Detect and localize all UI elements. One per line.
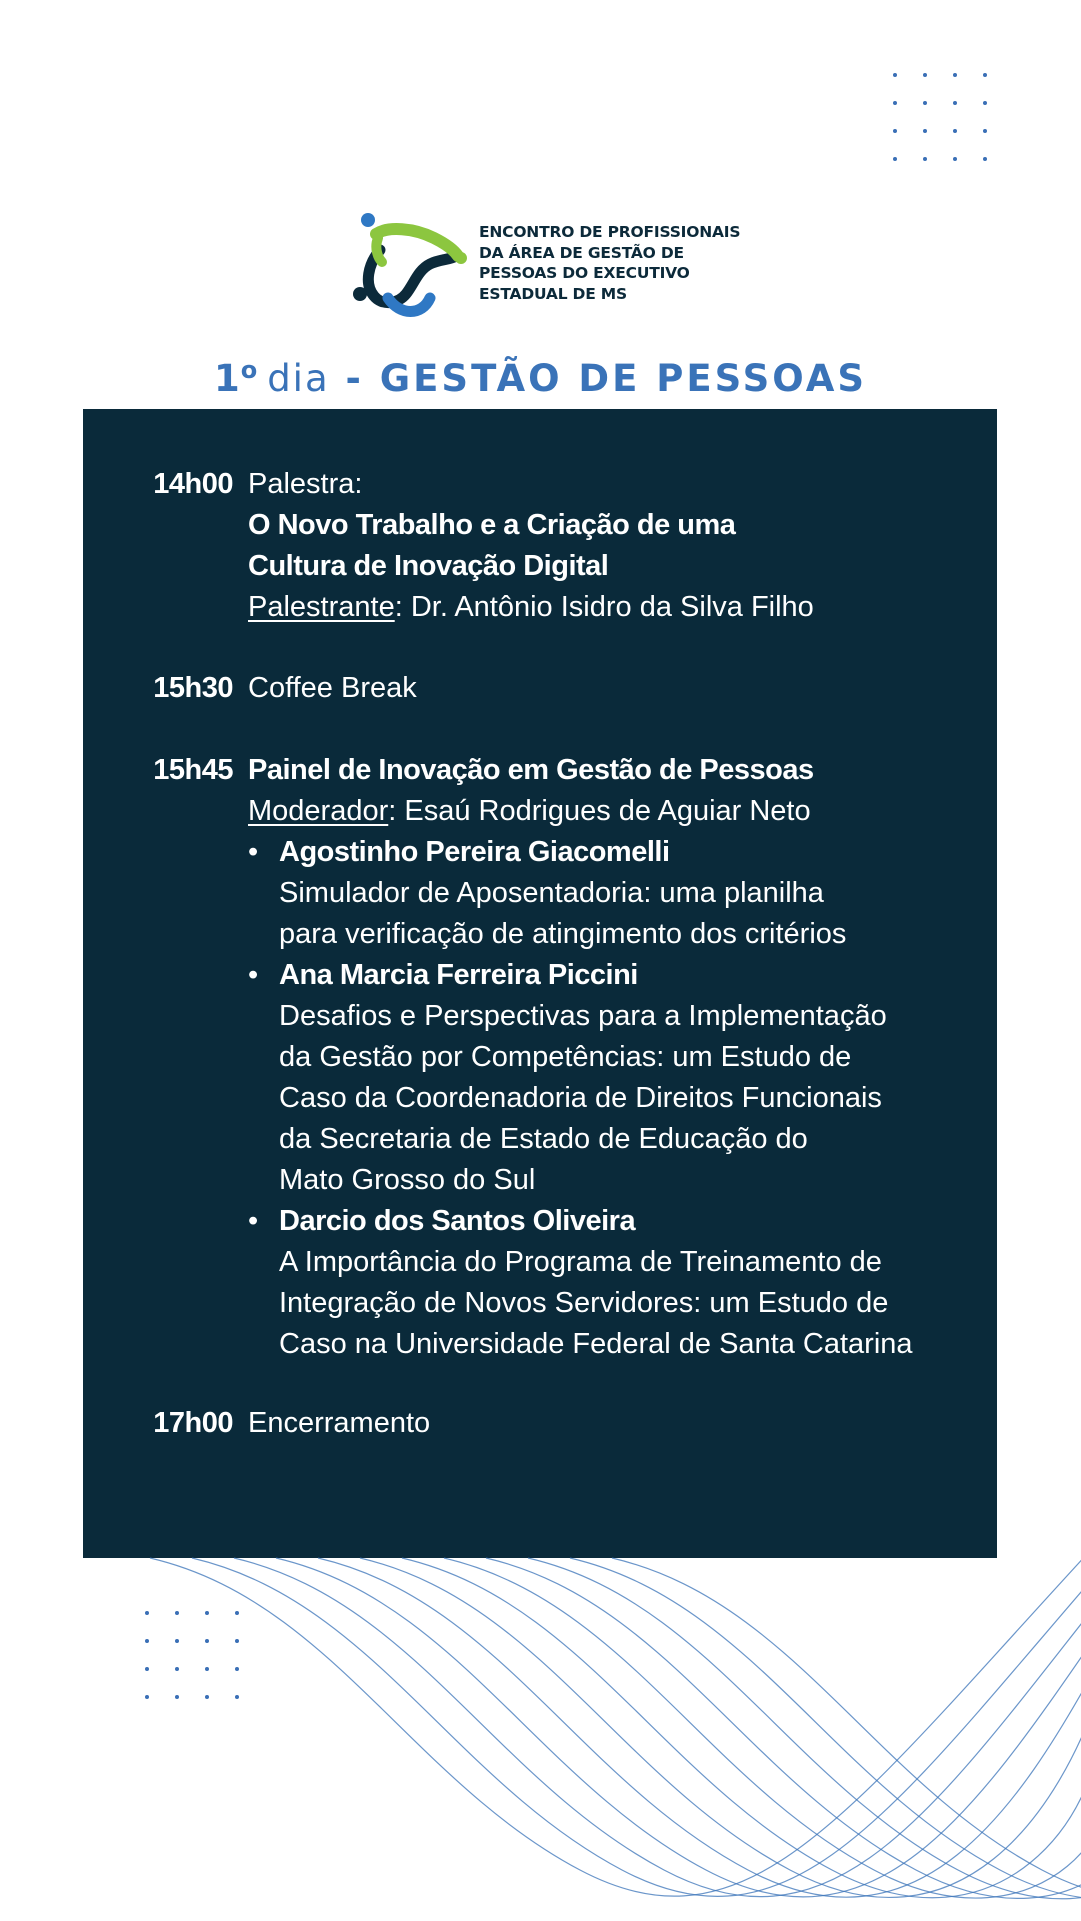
wave-line <box>192 1558 1081 1896</box>
session-title-line: Cultura de Inovação Digital <box>248 550 609 582</box>
panelist-topic-line: Mato Grosso do Sul <box>279 1164 536 1196</box>
day-theme: GESTÃO DE PESSOAS <box>379 357 868 400</box>
event-logo-icon <box>348 212 468 322</box>
schedule-content <box>248 668 978 709</box>
bullet-icon: • <box>248 836 259 868</box>
wave-line <box>318 1558 1081 1897</box>
day-ordinal: o <box>240 356 258 384</box>
bullet-icon: • <box>248 959 259 991</box>
day-title <box>0 356 1081 400</box>
panelist-name: Darcio dos Santos Oliveira <box>279 1205 636 1237</box>
schedule-content <box>248 464 978 628</box>
schedule-time: 17h00 <box>153 1407 233 1439</box>
moderator-name: : Esaú Rodrigues de Aguiar Neto <box>388 795 811 827</box>
panelist-topic-line: Caso na Universidade Federal de Santa Catarina <box>279 1328 913 1360</box>
panelist-topic-line: Caso da Coordenadoria de Direitos Funcionais <box>279 1082 882 1114</box>
speaker-line <box>248 587 978 628</box>
schedule-content <box>248 750 978 1365</box>
wave-line <box>444 1558 1081 1898</box>
bullet-icon: • <box>248 1205 259 1237</box>
panelist-topic-line: da Gestão por Competências: um Estudo de <box>279 1041 852 1073</box>
session-title: Coffee Break <box>248 672 417 704</box>
panelist-item <box>248 1201 978 1365</box>
wave-line <box>234 1558 1081 1897</box>
session-title-line: O Novo Trabalho e a Criação de uma <box>248 509 736 541</box>
panelist-name: Agostinho Pereira Giacomelli <box>279 836 670 868</box>
moderator-label: Moderador <box>248 795 389 827</box>
moderator-line <box>248 791 978 832</box>
event-name-line: ENCONTRO DE PROFISSIONAIS <box>479 223 741 241</box>
decorative-dots-top <box>893 73 987 161</box>
session-title: Painel de Inovação em Gestão de Pessoas <box>248 754 814 786</box>
day-word: dia <box>267 357 330 400</box>
panelist-name: Ana Marcia Ferreira Piccini <box>279 959 638 991</box>
event-name-line: DA ÁREA DE GESTÃO DE <box>479 243 684 262</box>
decorative-dots-bottom <box>145 1611 239 1699</box>
panelist-topic-line: A Importância do Programa de Treinamento de <box>279 1246 882 1278</box>
wave-line <box>150 1540 1081 1896</box>
schedule-content <box>248 1403 978 1444</box>
wave-line <box>402 1558 1081 1898</box>
decorative-wave-lines <box>0 1480 1081 1921</box>
speaker-label: Palestrante <box>248 591 395 623</box>
schedule-time: 15h30 <box>153 672 233 704</box>
wave-line <box>612 1558 1081 1900</box>
panelist-topic-line: Simulador de Aposentadoria: uma planilha <box>279 877 824 909</box>
schedule-panel <box>83 409 997 1558</box>
wave-line <box>360 1558 1081 1897</box>
wave-line <box>486 1558 1081 1898</box>
panelist-topic-line: para verificação de atingimento dos critérios <box>279 918 847 950</box>
panelist-topic-line: da Secretaria de Estado de Educação do <box>279 1123 808 1155</box>
schedule-time: 14h00 <box>153 468 233 500</box>
panelist-topic-line: Desafios e Perspectivas para a Implementação <box>279 1000 887 1032</box>
speaker-name: : Dr. Antônio Isidro da Silva Filho <box>394 591 814 623</box>
session-title: Encerramento <box>248 1407 431 1439</box>
event-name-line: PESSOAS DO EXECUTIVO <box>479 264 690 282</box>
event-name-line: ESTADUAL DE MS <box>479 284 627 303</box>
schedule-time: 15h45 <box>153 754 233 786</box>
panelist-item <box>248 832 978 955</box>
session-type: Palestra: <box>248 468 363 500</box>
panelist-topic-line: Integração de Novos Servidores: um Estudo de <box>279 1287 889 1319</box>
event-name <box>479 222 740 304</box>
panelist-item <box>248 955 978 1201</box>
day-separator: - <box>345 357 364 400</box>
day-number: 1 <box>213 357 241 400</box>
